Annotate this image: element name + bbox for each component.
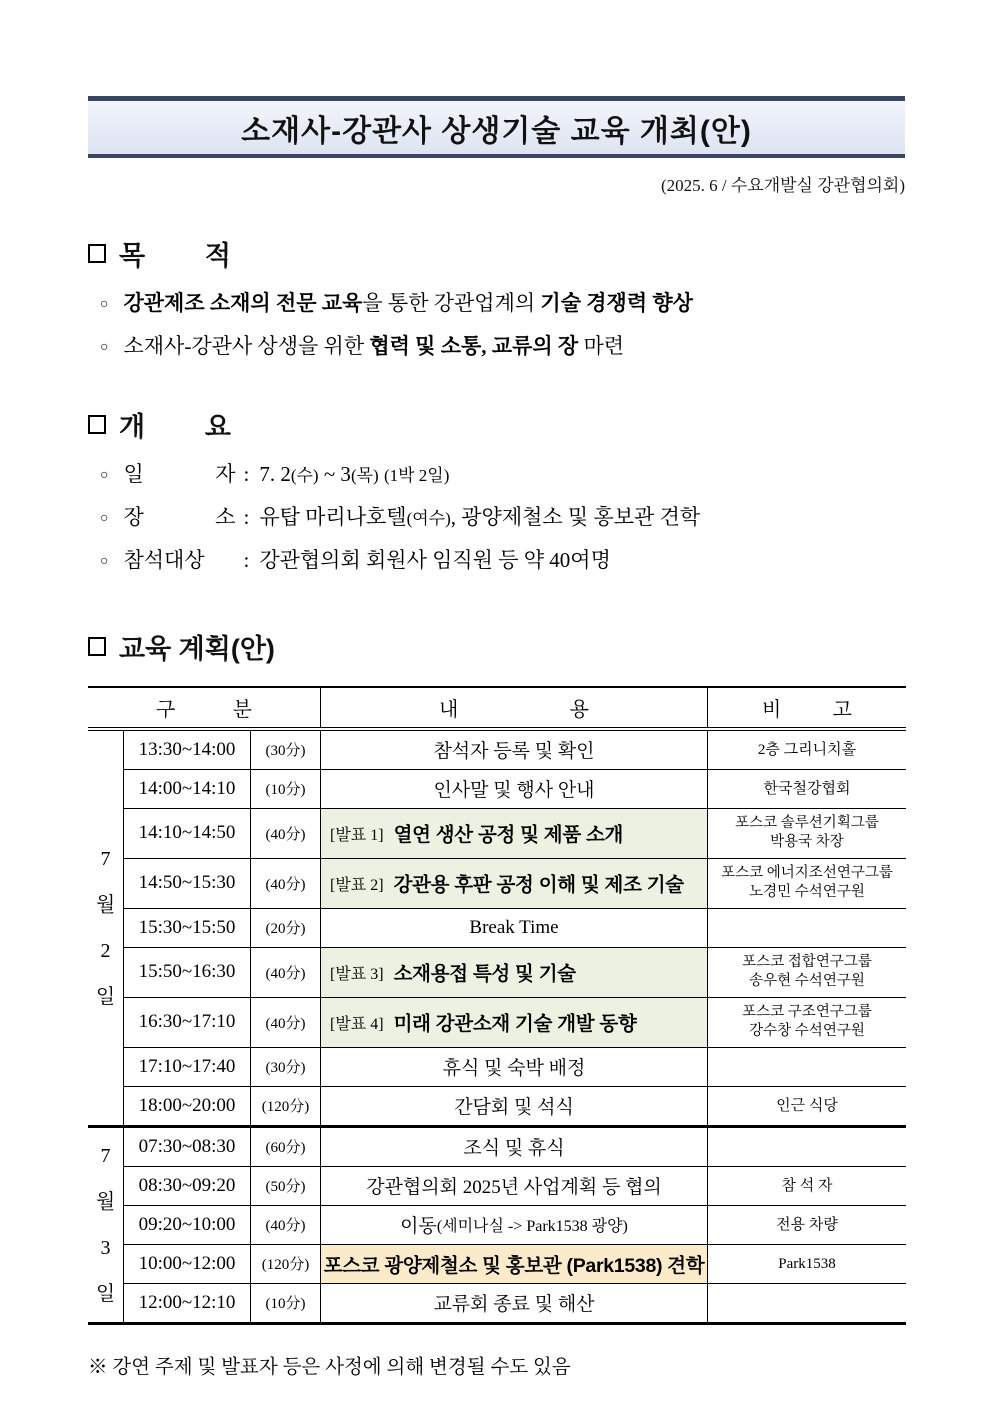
content-text: 열연 생산 공정 및 제품 소개 <box>393 824 624 847</box>
section-heading-plan <box>88 627 905 666</box>
text-segment: 협력 및 소통, 교류의 장 <box>369 334 579 359</box>
list-item <box>100 460 905 488</box>
time-cell: 12:00~12:10 <box>124 1284 251 1322</box>
duration-cell: (120分) <box>251 1245 321 1283</box>
time-cell: 15:30~15:50 <box>124 909 251 947</box>
square-bullet-icon <box>88 244 106 263</box>
remark-line: 포스코 에너지조선연구그룹 <box>721 864 893 881</box>
content-cell <box>321 1087 708 1125</box>
time-cell: 10:00~12:00 <box>124 1245 251 1283</box>
list-item <box>100 289 905 317</box>
duration-cell: (30分) <box>251 1048 321 1086</box>
content-text: 인사말 및 행사 안내 <box>433 780 595 802</box>
table-row <box>124 859 906 909</box>
remark-cell <box>708 1048 906 1086</box>
day-label: 7 월 3 일 <box>88 1128 124 1322</box>
table-row <box>124 1048 906 1087</box>
text-segment: 소재사-강관사 상생을 위한 <box>123 334 370 359</box>
content-cell <box>321 859 708 908</box>
content-text: 간담회 및 석식 <box>454 1097 574 1119</box>
time-cell: 14:00~14:10 <box>124 770 251 808</box>
remark-cell <box>708 1245 906 1283</box>
circle-bullet-icon: ○ <box>100 340 109 356</box>
page-title: 소재사-강관사 상생기술 교육 개최(안) <box>241 114 752 148</box>
remark-cell <box>708 909 906 947</box>
content-cell <box>321 1048 708 1086</box>
time-cell: 08:30~09:20 <box>124 1167 251 1205</box>
remark-line: 강수창 수석연구원 <box>749 1023 865 1040</box>
overview-label: 참석대상 <box>123 548 205 573</box>
remark-cell <box>708 859 906 908</box>
content-cell <box>321 731 708 769</box>
text-segment: 7. 2 <box>259 461 291 486</box>
remark-line: 인근 식당 <box>776 1097 838 1114</box>
talk-number: [발표 4] <box>330 1015 384 1033</box>
time-cell: 07:30~08:30 <box>124 1128 251 1166</box>
section-title: 교육 계획(안) <box>119 633 275 664</box>
text-segment: (1박 2일) <box>383 465 450 485</box>
duration-cell: (40分) <box>251 1206 321 1244</box>
content-text: 휴식 및 숙박 배정 <box>442 1058 586 1080</box>
circle-bullet-icon: ○ <box>100 297 109 312</box>
remark-line: 전용 차량 <box>776 1216 838 1233</box>
remark-cell <box>708 1284 906 1322</box>
remark-line: 박용국 차장 <box>770 834 844 851</box>
content-cell <box>321 1284 708 1322</box>
remark-line: 한국철강협회 <box>763 780 851 797</box>
duration-cell: (40分) <box>251 859 321 908</box>
talk-number: [발표 1] <box>330 826 384 844</box>
colon: : <box>243 461 250 486</box>
content-text: Break Time <box>469 916 559 938</box>
content-text: 조식 및 휴식 <box>463 1138 565 1160</box>
time-cell: 09:20~10:00 <box>124 1206 251 1244</box>
table-row <box>124 1245 906 1284</box>
square-bullet-icon <box>88 415 106 434</box>
remark-line: 포스코 접합연구그룹 <box>742 953 872 970</box>
duration-cell: (20分) <box>251 909 321 947</box>
table-row <box>124 809 906 859</box>
content-text: 강관협의회 2025년 사업계획 등 협의 <box>366 1177 662 1199</box>
remark-cell <box>708 1087 906 1125</box>
overview-list <box>100 460 905 575</box>
table-row <box>124 948 906 998</box>
time-cell: 14:10~14:50 <box>124 809 251 858</box>
text-segment: , 광양제철소 및 홍보관 견학 <box>450 505 701 530</box>
overview-label: 일 자 <box>123 461 236 486</box>
text-segment: 강관제조 소재의 전문 교육 <box>123 291 363 315</box>
duration-cell: (50分) <box>251 1167 321 1205</box>
table-row <box>124 1284 906 1322</box>
duration-cell: (40分) <box>251 998 321 1047</box>
overview-label: 장 소 <box>123 505 236 530</box>
text-segment: 마련 <box>578 334 625 359</box>
section-title: 목 적 <box>119 241 231 271</box>
time-cell: 15:50~16:30 <box>124 948 251 997</box>
remark-cell <box>708 809 906 858</box>
talk-number: [발표 3] <box>330 965 384 983</box>
table-row <box>124 1128 906 1167</box>
text-segment: ~ 3 <box>318 461 351 486</box>
time-cell: 16:30~17:10 <box>124 998 251 1047</box>
remark-line: 포스코 구조연구그룹 <box>742 1003 872 1020</box>
content-cell <box>321 909 708 947</box>
section-heading-overview <box>88 405 905 444</box>
text-segment: 유탑 마리나호텔 <box>259 505 407 530</box>
remark-line: 송우현 수석연구원 <box>749 973 865 990</box>
day-label: 7 월 2 일 <box>88 731 124 1125</box>
table-row <box>124 909 906 948</box>
content-cell <box>321 1167 708 1205</box>
footnote: ※ 강연 주제 및 발표자 등은 사정에 의해 변경될 수도 있음 <box>88 1356 571 1378</box>
table-row <box>124 731 906 770</box>
schedule-table <box>88 686 906 1325</box>
circle-bullet-icon: ○ <box>100 467 109 483</box>
header-category: 구 분 <box>88 688 321 727</box>
time-cell: 17:10~17:40 <box>124 1048 251 1086</box>
day-block <box>88 1125 906 1322</box>
duration-cell: (40分) <box>251 948 321 997</box>
section-title: 개 요 <box>119 411 231 442</box>
section-heading-purpose <box>88 234 905 273</box>
content-cell <box>321 1206 708 1244</box>
table-row <box>124 998 906 1048</box>
content-cell <box>321 948 708 997</box>
text-segment: (목) <box>350 465 379 485</box>
duration-cell: (30分) <box>251 731 321 769</box>
time-cell: 13:30~14:00 <box>124 731 251 769</box>
content-text: 교류회 종료 및 해산 <box>433 1294 595 1316</box>
table-row <box>124 1206 906 1245</box>
purpose-text <box>123 289 692 317</box>
overview-value <box>259 503 700 531</box>
table-row <box>124 1167 906 1206</box>
header-remark: 비 고 <box>762 698 852 721</box>
subtitle: (2025. 6 / 수요개발실 강관협의회) <box>660 176 905 195</box>
time-cell: 18:00~20:00 <box>124 1087 251 1125</box>
overview-value <box>259 460 449 488</box>
content-text: 미래 강관소재 기술 개발 동향 <box>393 1013 637 1036</box>
remark-cell <box>708 1167 906 1205</box>
content-text: 강관용 후판 공정 이해 및 제조 기술 <box>393 874 684 897</box>
remark-cell <box>708 948 906 997</box>
talk-number: [발표 2] <box>330 876 384 894</box>
duration-cell: (120分) <box>251 1087 321 1125</box>
header-content: 내 용 <box>321 688 708 727</box>
remark-line: 2층 그리니치홀 <box>757 741 857 758</box>
day-block <box>88 731 906 1125</box>
remark-cell <box>708 1206 906 1244</box>
circle-bullet-icon: ○ <box>100 554 109 570</box>
table-body <box>88 731 906 1322</box>
remark-line: 참 석 자 <box>781 1177 833 1194</box>
list-item <box>100 546 905 574</box>
day-rows <box>124 1128 906 1322</box>
table-row <box>124 1087 906 1125</box>
text-segment: 을 통한 강관업계의 <box>362 291 541 315</box>
circle-bullet-icon: ○ <box>100 511 109 527</box>
list-item <box>100 503 905 531</box>
remark-line: 포스코 솔루션기획그룹 <box>735 814 879 831</box>
list-item <box>100 332 905 360</box>
duration-cell: (40分) <box>251 809 321 858</box>
remark-cell <box>708 731 906 769</box>
text-segment: (여수) <box>406 509 451 529</box>
table-row <box>124 770 906 809</box>
remark-cell <box>708 770 906 808</box>
remark-line: Park1538 <box>778 1255 836 1272</box>
content-text: 참석자 등록 및 확인 <box>433 741 595 763</box>
text-segment: 기술 경쟁력 향상 <box>540 291 693 315</box>
remark-cell <box>708 1128 906 1166</box>
duration-cell: (10分) <box>251 1284 321 1322</box>
duration-cell: (60分) <box>251 1128 321 1166</box>
title-banner <box>88 96 905 158</box>
content-text: 소재용접 특성 및 기술 <box>393 963 576 986</box>
purpose-list <box>100 289 905 361</box>
time-cell: 14:50~15:30 <box>124 859 251 908</box>
text-segment: 강관협의회 회원사 임직원 등 약 40여명 <box>259 548 611 573</box>
content-cell <box>321 1245 708 1283</box>
content-cell <box>321 998 708 1047</box>
content-text: 이동 <box>400 1216 437 1238</box>
purpose-text <box>123 332 624 360</box>
remark-line: 노경민 수석연구원 <box>749 884 865 901</box>
content-text: 포스코 광양제철소 및 홍보관 (Park1538) 견학 <box>323 1254 705 1277</box>
duration-cell: (10分) <box>251 770 321 808</box>
colon: : <box>243 548 250 573</box>
day-rows <box>124 731 906 1125</box>
content-text-small: (세미나실 -> Park1538 광양) <box>436 1218 628 1236</box>
table-header-row <box>88 688 906 728</box>
text-segment: (수) <box>290 465 319 485</box>
remark-cell <box>708 998 906 1047</box>
content-cell <box>321 1128 708 1166</box>
content-cell <box>321 809 708 858</box>
square-bullet-icon <box>88 637 106 656</box>
content-cell <box>321 770 708 808</box>
colon: : <box>243 505 250 530</box>
overview-value <box>259 546 611 574</box>
